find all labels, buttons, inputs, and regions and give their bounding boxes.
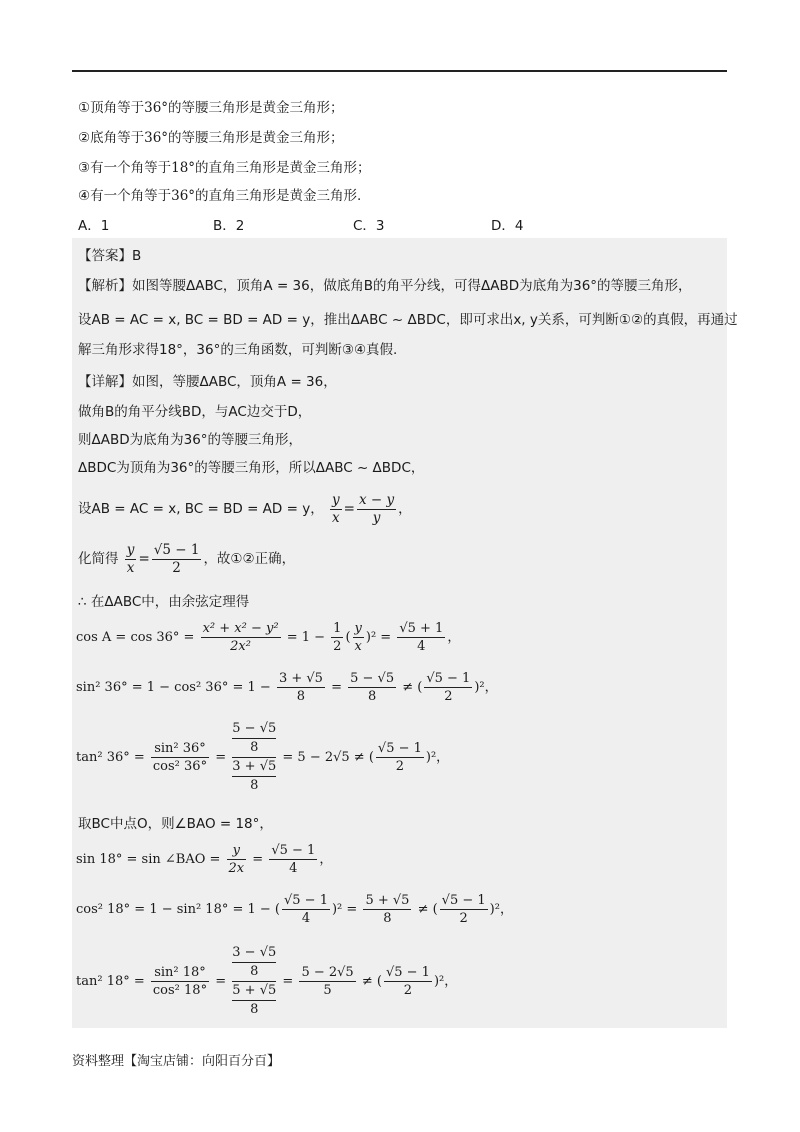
detail-line-1: 【详解】如图，等腰ΔABC，顶角A = 36， [78, 374, 337, 390]
detail-line-3: 则ΔABD为底角为36°的等腰三角形， [78, 432, 303, 448]
option-b[interactable]: B．2 [213, 218, 245, 234]
fraction-y-over-x: $\frac{y}{x}$ [126, 541, 135, 576]
statement-4: ④有一个角等于36°的直角三角形是黄金三角形. [78, 188, 362, 204]
fraction-y-over-x: $\frac{y}{x}$ [332, 491, 340, 526]
equation-tan2-18: tan² 18° = $\frac{\text{sin² 18°}}{\text{cos² 18°}}$ = 3 − √5 8 5 + √5 8 = $\frac{5 - 2√5}{5}$ ≠ ( $\frac{√5 - 1}{2}$ )²， [76, 945, 458, 1017]
analysis-line-2: 设AB = AC = x, BC = BD = AD = y，推出ΔABC ~ ΔBDC，即可求出x, y关系，可判断①②的真假，再通过 [78, 312, 738, 328]
equation-cos2-18: cos² 18° = 1 − sin² 18° = 1 − ( $\frac{√5 - 1}{4}$ )² = $\frac{5 + √5}{8}$ ≠ ( $\frac{√5 - 1}{2}$ )²， [76, 893, 513, 926]
fraction-golden-ratio: $\frac{√5 - 1}{2}$ [153, 541, 200, 576]
equation-sin18: sin 18° = sin ∠BAO = $\frac{y}{2x}$ = $\frac{√5 - 1}{4}$ ， [76, 843, 333, 876]
equation-tan2-36: tan² 36° = $\frac{\text{sin² 36°}}{\text{cos² 36°}}$ = 5 − √5 8 3 + √5 8 = 5 − 2√5 ≠ ( $\frac{√5 - 1}{2}$ )²， [76, 721, 450, 793]
top-rule [72, 70, 727, 72]
detail-line-5: 设AB = AC = x, BC = BD = AD = y， $\frac{y}{x}$ = $\frac{x - y}{y}$ ， [78, 491, 412, 526]
fraction-x-minus-y-over-y: $\frac{x - y}{y}$ [358, 491, 395, 526]
complex-fraction: 3 − √5 8 5 + √5 8 [232, 945, 277, 1017]
option-c[interactable]: C．3 [353, 218, 385, 234]
answer-options [78, 214, 678, 234]
option-a[interactable]: A．1 [78, 218, 110, 234]
statement-2: ②底角等于36°的等腰三角形是黄金三角形； [78, 130, 344, 146]
detail-line-4: ΔBDC为顶角为36°的等腰三角形，所以ΔABC ~ ΔBDC， [78, 460, 425, 476]
analysis-line-3: 解三角形求得18°，36°的三角函数，可判断③④真假. [78, 342, 398, 358]
statement-1: ①顶角等于36°的等腰三角形是黄金三角形； [78, 100, 344, 116]
option-d[interactable]: D．4 [491, 218, 524, 234]
footer-source: 资料整理【淘宝店铺：向阳百分百】 [72, 1054, 281, 1069]
analysis-line-1: 【解析】如图等腰ΔABC，顶角A = 36，做底角B的角平分线，可得ΔABD为底角为36°的等腰三角形， [78, 278, 692, 294]
detail-line-6: 化简得 $\frac{y}{x}$ = $\frac{√5 - 1}{2}$ ，故①②正确， [78, 541, 296, 576]
answer-line: 【答案】B [78, 248, 142, 264]
equation-cos36: cos A = cos 36° = $\frac{\text{x² + x² − y²}}{\text{2x²}}$ = 1 − $\frac{1}{2}$ ( $\frac{y}{x}$ )² = $\frac{√5 + 1}{4}$ ， [76, 621, 461, 654]
take-midpoint-line: 取BC中点O，则∠BAO = 18°， [78, 816, 273, 832]
equation-sin2-36: sin² 36° = 1 − cos² 36° = 1 − $\frac{3 + √5}{8}$ = $\frac{5 - √5}{8}$ ≠ ( $\frac{√5 - 1}{2}$ )²， [76, 671, 498, 704]
statement-3: ③有一个角等于18°的直角三角形是黄金三角形； [78, 160, 371, 176]
detail-line-7: ∴ 在ΔABC中，由余弦定理得 [78, 594, 250, 610]
detail-line-2: 做角B的角平分线BD，与AC边交于D， [78, 404, 312, 420]
complex-fraction: 5 − √5 8 3 + √5 8 [232, 721, 277, 793]
